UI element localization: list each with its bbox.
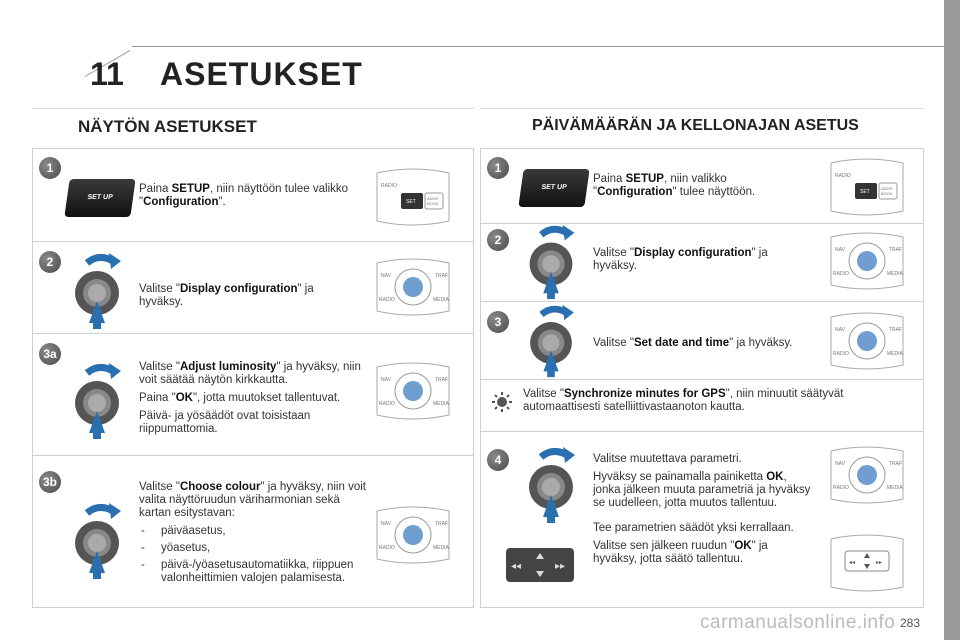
step-badge: 3 — [487, 311, 509, 333]
section-title-date-time: PÄIVÄMÄÄRÄN JA KELLONAJAN ASETUS — [532, 117, 859, 134]
front-panel-knob-icon — [827, 309, 907, 373]
left-step-3a — [33, 333, 473, 455]
svg-text:▸▸: ▸▸ — [555, 561, 566, 572]
svg-text:◂◂: ◂◂ — [849, 560, 856, 566]
front-panel-setup-icon — [827, 155, 907, 219]
svg-text:TRAF: TRAF — [435, 377, 449, 383]
step-badge: 3a — [39, 343, 61, 365]
svg-text:RADIO: RADIO — [833, 351, 849, 357]
front-panel-knob-icon — [827, 443, 907, 507]
svg-text:TRAF: TRAF — [889, 327, 903, 333]
colour-options-list — [139, 525, 371, 585]
rotary-knob-icon — [521, 303, 581, 379]
setup-button-icon: SET UP — [64, 179, 135, 217]
step-text: Valitse "Set date and time" ja hyväksy. — [593, 337, 793, 349]
front-panel-knob-icon — [373, 359, 453, 423]
right-step-2 — [481, 223, 923, 301]
svg-text:NAV: NAV — [835, 327, 845, 333]
step-text: Valitse "Display configuration" ja hyväksy. — [593, 247, 768, 272]
step-badge: 3b — [39, 471, 61, 493]
step-text: Valitse "Adjust luminosity" ja hyväksy, niin voit säätää näytön kirkkautta. Paina "OK", jotta muutokset tallentuvat. Päivä- ja yösäädöt ovat toisistaan riippumattomia. — [139, 361, 361, 435]
svg-text:RADIO: RADIO — [835, 173, 851, 179]
svg-text:MEDIA: MEDIA — [433, 297, 449, 303]
step-text: Valitse muutettava parametri. Hyväksy se painamalla painiketta OK, jonka jälkeen muuta parametriä ja hyväksy se uudelleen, jotta muutos tallentuu. Tee parametrien säädöt yksi kerrallaan. Valitse sen jälkeen ruudun "OK" ja hyväksy, jotta säätö tallentuu. — [593, 453, 811, 565]
right-tip-gps — [481, 379, 923, 431]
svg-text:BOOK: BOOK — [427, 201, 439, 206]
svg-text:MEDIA: MEDIA — [887, 351, 903, 357]
rotary-knob-icon — [67, 361, 127, 441]
rotary-knob-icon — [521, 223, 581, 301]
step-badge: 2 — [487, 229, 509, 251]
rotary-knob-icon — [67, 501, 127, 581]
chapter-title: ASETUKSET — [160, 56, 363, 92]
svg-text:RADIO: RADIO — [833, 485, 849, 491]
svg-text:▸▸: ▸▸ — [876, 560, 883, 566]
setup-button-icon: SET UP — [518, 169, 589, 207]
svg-text:TRAF: TRAF — [889, 247, 903, 253]
step-badge: 2 — [39, 251, 61, 273]
svg-text:◂◂: ◂◂ — [511, 561, 522, 572]
svg-text:MEDIA: MEDIA — [887, 485, 903, 491]
list-item: - päivä-/yöasetusautomatiikka, riippuen valonheittimien valojen palamisesta. — [139, 559, 371, 585]
svg-text:RADIO: RADIO — [833, 271, 849, 277]
left-step-2 — [33, 241, 473, 333]
step-badge: 4 — [487, 449, 509, 471]
svg-text:SET: SET — [406, 199, 416, 205]
section-title-display: NÄYTÖN ASETUKSET — [78, 117, 257, 136]
svg-text:MEDIA: MEDIA — [433, 401, 449, 407]
svg-text:NAV: NAV — [381, 521, 391, 527]
svg-text:TRAF: TRAF — [435, 521, 449, 527]
svg-text:NAV: NAV — [381, 377, 391, 383]
right-step-1 — [481, 149, 923, 223]
svg-text:RADIO: RADIO — [381, 183, 397, 189]
front-panel-knob-icon — [373, 503, 453, 567]
right-step-4 — [481, 431, 923, 607]
svg-text:NAV: NAV — [835, 461, 845, 467]
list-item: - yöasetus, — [139, 542, 371, 555]
header-rule — [132, 46, 952, 47]
front-panel-setup-icon — [373, 165, 453, 229]
svg-text:RADIO: RADIO — [379, 297, 395, 303]
svg-text:SET: SET — [860, 189, 870, 195]
chapter-header — [20, 44, 930, 104]
section-rule — [480, 108, 924, 109]
arrow-keypad-icon — [505, 547, 575, 583]
step-text: Paina SETUP, niin valikko "Configuration" tulee näyttöön. — [593, 173, 756, 198]
svg-text:BOOK: BOOK — [881, 191, 893, 196]
svg-text:MEDIA: MEDIA — [433, 545, 449, 551]
left-step-1 — [33, 149, 473, 241]
step-text: Paina SETUP, niin näyttöön tulee valikko "Configuration". — [139, 183, 349, 208]
svg-text:NAV: NAV — [835, 247, 845, 253]
svg-text:ADDR: ADDR — [427, 196, 439, 201]
page-edge-bar — [944, 0, 960, 640]
page-number: 283 — [900, 616, 921, 630]
rotary-knob-icon — [521, 445, 581, 525]
svg-text:TRAF: TRAF — [435, 273, 449, 279]
svg-text:ADDR: ADDR — [881, 186, 893, 191]
rotary-knob-icon — [67, 251, 127, 331]
svg-text:RADIO: RADIO — [379, 401, 395, 407]
chapter-number: 11 — [90, 56, 124, 92]
step-text: Valitse "Display configuration" ja hyväksy. — [139, 283, 314, 308]
front-panel-keypad-icon — [827, 531, 907, 595]
date-time-panel — [480, 148, 924, 608]
section-rule — [32, 108, 474, 109]
step-text: Valitse "Choose colour" ja hyväksy, niin voit valita näyttöruudun väriharmonian sekä kartan esitystavan: - päiväasetus, - yöasetus, - päivä-/yöasetusautomatiikka, riippuen valonheittimien valojen palamisesta. — [139, 481, 371, 589]
tip-text: Valitse "Synchronize minutes for GPS", niin minuutit säätyvät automaattisesti satelliittivastaanoton kautta. — [523, 388, 844, 413]
svg-text:NAV: NAV — [381, 273, 391, 279]
front-panel-knob-icon — [373, 255, 453, 319]
step-badge: 1 — [39, 157, 61, 179]
watermark-brand: carmanualsonline.info — [700, 612, 896, 633]
svg-text:TRAF: TRAF — [889, 461, 903, 467]
list-item: - päiväasetus, — [139, 525, 371, 538]
right-step-3 — [481, 301, 923, 379]
front-panel-knob-icon — [827, 229, 907, 293]
svg-text:RADIO: RADIO — [379, 545, 395, 551]
svg-text:MEDIA: MEDIA — [887, 271, 903, 277]
display-settings-panel — [32, 148, 474, 608]
step-badge: 1 — [487, 157, 509, 179]
left-step-3b — [33, 455, 473, 607]
tip-sun-icon — [491, 391, 513, 413]
